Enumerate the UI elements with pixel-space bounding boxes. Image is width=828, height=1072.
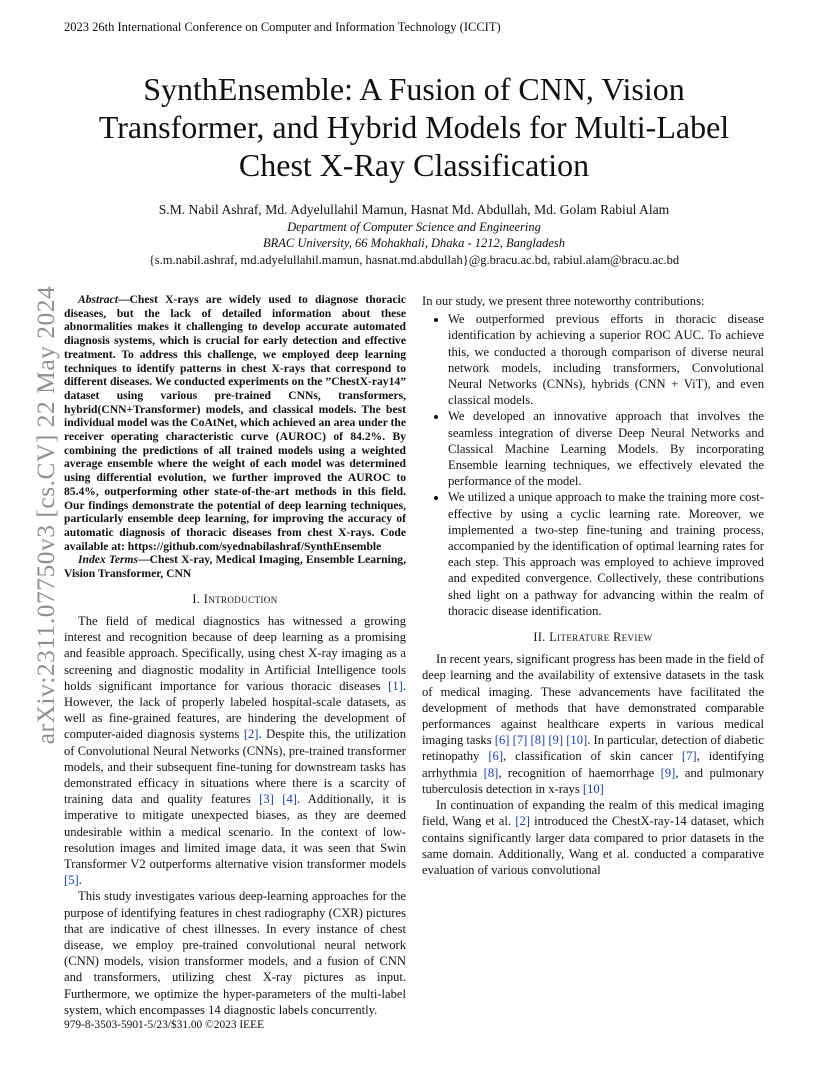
lit-paragraph-1 xyxy=(422,651,764,797)
citation-link[interactable]: [9] xyxy=(548,733,564,748)
text-run: , and pulmonary tuberculosis detection in x-rays xyxy=(422,765,765,796)
citation-link[interactable]: [6] xyxy=(488,749,504,764)
abstract xyxy=(64,293,406,553)
contribution-item: • We developed an innovative approach that involves the seamless integration of diverse Deep Neural Networks and Classical Machine Learning Models. By incorporating Ensemble learning techniques, we effectively elevated the performance of the model. xyxy=(448,408,764,489)
text-run: introduced the ChestX-ray-14 dataset, which contains significantly larger data compared to prior datasets in the same domain. Additionally, Wang et al. conducted a comparative evaluation of various convolutional xyxy=(422,814,765,877)
citation-link[interactable]: [10] xyxy=(566,733,588,748)
citation-link[interactable]: [3] xyxy=(259,792,274,807)
citation-link[interactable]: [7] xyxy=(512,733,528,748)
text-run: . Despite this, the utilization of Convolutional Neural Networks (CNNs), pre-trained transformer models, and their subsequent fine-tuning for downstream tasks has demonstrated efficacy in situations where there is a scarcity of training data and quality features xyxy=(64,727,406,807)
intro-paragraph-3: In our study, we present three noteworthy contributions: xyxy=(422,294,705,308)
section-heading-introduction: I. Introduction xyxy=(192,591,278,606)
citation-link[interactable]: [1] xyxy=(388,678,403,693)
text-run: . Additionally, it is imperative to mitigate unexpected biases, as they are deemed undesirable within a medical scenario. In the context of low-resolution images and limited image data, it was seen that Swin Transformer V2 outperforms alternative vision transformer models xyxy=(64,792,406,872)
text-run: In continuation of expanding the realm of this medical imaging field, Wang et al. xyxy=(422,798,764,829)
citation-link[interactable]: [8] xyxy=(483,765,499,780)
abstract-body: —Chest X-rays are widely used to diagnose thoracic diseases, but the lack of detailed information about these abnormalities makes it challenging to develop accurate automated diagnosis systems, which is crucial for early detection and effective treatment. To address this challenge, we employed deep learning techniques to identify patterns in chest X-rays that correspond to different diseases. We conducted experiments on the ”ChestX-ray14” dataset using various pre-trained CNNs, transformers, hybrid(CNN+Transformer) models, and classical models. The best individual model was the CoAtNet, which achieved an area under the receiver operating characteristic curve (AUROC) of 84.2%. By combining the predictions of all trained models using a weighted average ensemble where the weight of each model was determined using differential evolution, we further improved the AUROC to 85.4%, outperforming other state-of-the-art methods in this field. Our findings demonstrate the potential of deep learning techniques, particularly ensemble deep learning, for improving the accuracy of automatic diagnosis of thoracic diseases from chest X-rays. Code available at: https://github.com/syednabilashraf/SynthEnsemble xyxy=(64,293,406,553)
lit-paragraph-2 xyxy=(422,797,764,878)
citation-link[interactable]: [6] xyxy=(494,733,510,748)
text-run: . However, the lack of properly labeled hospital-scale datasets, as well as fine-grained features, are hindering the development of computer-aided diagnosis systems xyxy=(64,678,406,742)
author-list: S.M. Nabil Ashraf, Md. Adyelullahil Mamun, Hasnat Md. Abdullah, Md. Golam Rabiul Alam xyxy=(158,202,670,217)
text-run: , classification of skin cancer xyxy=(503,749,682,764)
abstract-lead: Abstract xyxy=(78,293,118,306)
index-terms-body: —Chest X-ray, Medical Imaging, Ensemble Learning, Vision Transformer, CNN xyxy=(64,553,406,581)
text-run: . xyxy=(78,873,82,888)
contribution-list xyxy=(422,311,764,619)
citation-link[interactable]: [10] xyxy=(582,781,604,796)
paper-title: SynthEnsemble: A Fusion of CNN, Vision Transformer, and Hybrid Models for Multi-Label Chest X-Ray Classification xyxy=(98,71,730,183)
intro-paragraph-2: This study investigates various deep-learning approaches for the purpose of identifying features in chest radiography (CXR) pictures that are indicative of chest illnesses. In every instance of chest disease, we employ pre-trained convolutional neural network (CNN) models, vision transformer models, and a fusion of CNN and transformers, utilizing chest X-ray pictures as input. Furthermore, we optimize the hyper-parameters of the multi-label system, which encompasses 14 diagnostic labels concurrently. xyxy=(64,889,406,1017)
text-run: In recent years, significant progress has been made in the field of deep learning and the availability of extensive datasets in the task of medical imaging. These advancements have facilitated the development of methods that have demonstrated comparable performances against healthcare experts in various medical imaging tasks xyxy=(422,652,765,748)
index-terms-lead: Index Terms xyxy=(78,553,139,567)
conference-header: 2023 26th International Conference on Computer and Information Technology (ICCIT) xyxy=(64,20,501,34)
text-run: , recognition of haemorrhage xyxy=(498,765,661,780)
intro-paragraph-1 xyxy=(64,613,406,888)
right-column xyxy=(422,293,764,878)
text-run xyxy=(274,792,282,806)
section-heading-literature-review: II. Literature Review xyxy=(533,630,653,645)
citation-link[interactable]: [7] xyxy=(681,749,697,764)
citation-link[interactable]: [2] xyxy=(243,727,259,742)
citation-link[interactable]: [2] xyxy=(515,814,530,829)
affiliation-department: Department of Computer Science and Engineering xyxy=(287,220,541,234)
citation-link[interactable]: [4] xyxy=(282,792,297,807)
citation-link[interactable]: [8] xyxy=(530,733,546,748)
left-column xyxy=(64,293,406,1018)
text-run: , identifying arrhythmia xyxy=(422,749,764,780)
affiliation-university: BRAC University, 66 Mohakhali, Dhaka - 1212, Bangladesh xyxy=(262,236,566,250)
text-run: . In particular, detection of diabetic retinopathy xyxy=(422,733,765,764)
copyright-footer: 979-8-3503-5901-5/23/$31.00 ©2023 IEEE xyxy=(64,1019,265,1031)
contribution-item: • We utilized a unique approach to make the training more cost-effective by using a cyclic learning rate. Moreover, we implemented a two-step fine-tuning and training process, accompanied by the identification of optimal learning rates for each step. This approach was employed to achieve improved and expedited convergence. Collectively, these contributions shed light on a pathway for advancing within the realm of thoracic disease identification. xyxy=(448,489,764,619)
arxiv-stamp-text: arXiv:2311.07750v3 [cs.CV] 22 May 2024 xyxy=(31,285,60,745)
index-terms xyxy=(64,553,406,580)
text-run: The field of medical diagnostics has witnessed a growing interest and recognition because of deep learning as a promising and feasible approach. Specifically, using chest X-ray imaging as a screening and diagnostic modality in Artificial Intelligence tools holds significant importance for various thoracic diseases xyxy=(64,613,406,693)
author-emails: {s.m.nabil.ashraf, md.adyelullahil.mamun, hasnat.md.abdullah}@g.bracu.ac.bd, rabiul.alam@bracu.ac.bd xyxy=(148,253,680,267)
contribution-item: • We outperformed previous efforts in thoracic disease identification by achieving a superior ROC AUC. To achieve this, we conducted a thorough comparison of diverse neural network models, including transformers, Convolutional Neural Networks (CNNs), hybrids (CNN + ViT), and even classical models. xyxy=(448,311,764,408)
citation-link[interactable]: [9] xyxy=(660,765,676,780)
citation-link[interactable]: [5] xyxy=(64,873,79,888)
